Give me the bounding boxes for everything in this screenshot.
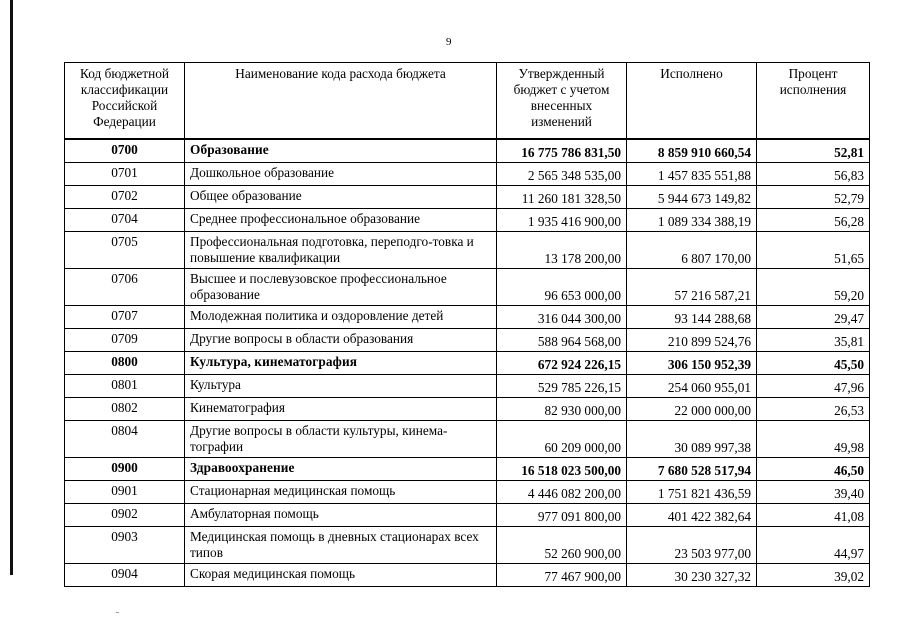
- cell-approved: 16 518 023 500,00: [497, 458, 627, 481]
- cell-percent: 47,96: [757, 375, 870, 398]
- cell-name: Дошкольное образование: [185, 163, 497, 186]
- cell-name: Здравоохранение: [185, 458, 497, 481]
- cell-code: 0901: [65, 481, 185, 504]
- cell-name: Среднее профессиональное образование: [185, 209, 497, 232]
- cell-code: 0705: [65, 232, 185, 269]
- cell-executed: 22 000 000,00: [627, 398, 757, 421]
- cell-name: Профессиональная подготовка, переподго-товка и повышение квалификации: [185, 232, 497, 269]
- cell-executed: 1 089 334 388,19: [627, 209, 757, 232]
- cell-executed: 30 089 997,38: [627, 421, 757, 458]
- header-executed: Исполнено: [627, 63, 757, 140]
- cell-name: Общее образование: [185, 186, 497, 209]
- cell-code: 0801: [65, 375, 185, 398]
- cell-percent: 46,50: [757, 458, 870, 481]
- cell-name: Скорая медицинская помощь: [185, 564, 497, 587]
- cell-code: 0900: [65, 458, 185, 481]
- cell-percent: 59,20: [757, 269, 870, 306]
- table-row: [65, 504, 870, 527]
- cell-code: 0704: [65, 209, 185, 232]
- cell-percent: 56,83: [757, 163, 870, 186]
- cell-code: 0709: [65, 329, 185, 352]
- cell-approved: 16 775 786 831,50: [497, 139, 627, 163]
- cell-code: 0700: [65, 139, 185, 163]
- cell-percent: 39,02: [757, 564, 870, 587]
- cell-approved: 529 785 226,15: [497, 375, 627, 398]
- cell-executed: 30 230 327,32: [627, 564, 757, 587]
- table-row: [65, 306, 870, 329]
- cell-approved: 77 467 900,00: [497, 564, 627, 587]
- section-row: [65, 458, 870, 481]
- cell-executed: 5 944 673 149,82: [627, 186, 757, 209]
- cell-code: 0702: [65, 186, 185, 209]
- cell-approved: 52 260 900,00: [497, 527, 627, 564]
- table-row: [65, 564, 870, 587]
- table-row: [65, 209, 870, 232]
- cell-executed: 306 150 952,39: [627, 352, 757, 375]
- cell-approved: 96 653 000,00: [497, 269, 627, 306]
- header-percent: Процент исполнения: [757, 63, 870, 140]
- budget-execution-table: [64, 62, 870, 587]
- table-header-row: [65, 63, 870, 140]
- cell-executed: 1 751 821 436,59: [627, 481, 757, 504]
- cell-executed: 401 422 382,64: [627, 504, 757, 527]
- cell-name: Высшее и послевузовское профессиональное образование: [185, 269, 497, 306]
- cell-name: Стационарная медицинская помощь: [185, 481, 497, 504]
- cell-code: 0804: [65, 421, 185, 458]
- cell-approved: 672 924 226,15: [497, 352, 627, 375]
- cell-executed: 210 899 524,76: [627, 329, 757, 352]
- cell-code: 0904: [65, 564, 185, 587]
- cell-percent: 35,81: [757, 329, 870, 352]
- cell-code: 0800: [65, 352, 185, 375]
- cell-name: Кинематография: [185, 398, 497, 421]
- cell-percent: 29,47: [757, 306, 870, 329]
- table-row: [65, 527, 870, 564]
- cell-percent: 44,97: [757, 527, 870, 564]
- cell-executed: 23 503 977,00: [627, 527, 757, 564]
- cell-executed: 1 457 835 551,88: [627, 163, 757, 186]
- cell-executed: 254 060 955,01: [627, 375, 757, 398]
- cell-approved: 977 091 800,00: [497, 504, 627, 527]
- cell-code: 0802: [65, 398, 185, 421]
- cell-approved: 82 930 000,00: [497, 398, 627, 421]
- cell-code: 0707: [65, 306, 185, 329]
- section-row: [65, 352, 870, 375]
- cell-approved: 1 935 416 900,00: [497, 209, 627, 232]
- table-row: [65, 398, 870, 421]
- cell-approved: 588 964 568,00: [497, 329, 627, 352]
- header-code: Код бюджетной классификации Российской Федерации: [65, 63, 185, 140]
- cell-executed: 7 680 528 517,94: [627, 458, 757, 481]
- cell-approved: 13 178 200,00: [497, 232, 627, 269]
- cell-percent: 52,79: [757, 186, 870, 209]
- cell-percent: 26,53: [757, 398, 870, 421]
- table-row: [65, 375, 870, 398]
- table-row: [65, 186, 870, 209]
- cell-name: Молодежная политика и оздоровление детей: [185, 306, 497, 329]
- cell-percent: 56,28: [757, 209, 870, 232]
- cell-code: 0706: [65, 269, 185, 306]
- header-approved: Утвержденный бюджет с учетом внесенных изменений: [497, 63, 627, 140]
- cell-code: 0701: [65, 163, 185, 186]
- table-body: [65, 139, 870, 587]
- section-row: [65, 139, 870, 163]
- cell-percent: 49,98: [757, 421, 870, 458]
- cell-name: Культура, кинематография: [185, 352, 497, 375]
- table-row: [65, 163, 870, 186]
- table-row: [65, 481, 870, 504]
- cell-percent: 39,40: [757, 481, 870, 504]
- table-row: [65, 329, 870, 352]
- cell-executed: 93 144 288,68: [627, 306, 757, 329]
- header-name: Наименование кода расхода бюджета: [185, 63, 497, 140]
- cell-executed: 6 807 170,00: [627, 232, 757, 269]
- cell-name: Культура: [185, 375, 497, 398]
- cell-percent: 41,08: [757, 504, 870, 527]
- cell-approved: 316 044 300,00: [497, 306, 627, 329]
- table-row: [65, 232, 870, 269]
- table-row: [65, 421, 870, 458]
- table-row: [65, 269, 870, 306]
- cell-name: Другие вопросы в области культуры, кинема-тографии: [185, 421, 497, 458]
- cell-approved: 4 446 082 200,00: [497, 481, 627, 504]
- cell-percent: 51,65: [757, 232, 870, 269]
- cell-code: 0903: [65, 527, 185, 564]
- cell-name: Медицинская помощь в дневных стационарах всех типов: [185, 527, 497, 564]
- cell-percent: 45,50: [757, 352, 870, 375]
- scan-speck: [116, 612, 119, 613]
- cell-executed: 8 859 910 660,54: [627, 139, 757, 163]
- cell-percent: 52,81: [757, 139, 870, 163]
- page-number: 9: [446, 36, 452, 48]
- cell-name: Другие вопросы в области образования: [185, 329, 497, 352]
- cell-approved: 11 260 181 328,50: [497, 186, 627, 209]
- left-margin-bar: [10, 0, 13, 575]
- cell-executed: 57 216 587,21: [627, 269, 757, 306]
- cell-code: 0902: [65, 504, 185, 527]
- cell-name: Амбулаторная помощь: [185, 504, 497, 527]
- cell-approved: 2 565 348 535,00: [497, 163, 627, 186]
- cell-name: Образование: [185, 139, 497, 163]
- cell-approved: 60 209 000,00: [497, 421, 627, 458]
